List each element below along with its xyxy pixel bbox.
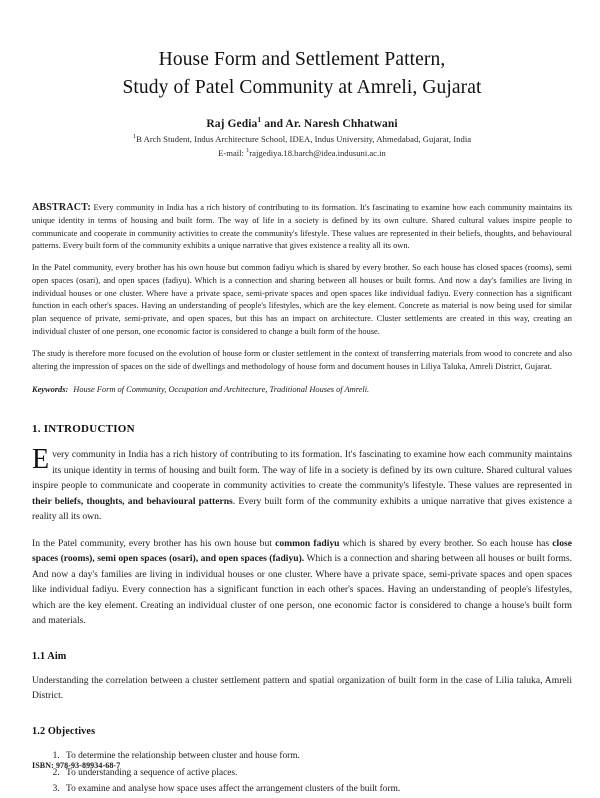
- author-list: [32, 115, 572, 130]
- abstract-section: [32, 200, 572, 397]
- keywords-label: Keywords:: [32, 385, 69, 395]
- affiliation: [32, 132, 572, 146]
- introduction-text-2a: In the Patel community, every brother has his own house but: [32, 537, 276, 549]
- email-footnote-marker: 1: [246, 146, 250, 154]
- introduction-bold-3: close spaces (rooms), semi open spaces (osari), and open spaces (fadiyu).: [32, 537, 572, 565]
- introduction-bold-2: common fadiyu: [275, 537, 340, 549]
- introduction-paragraph-1: [32, 444, 572, 525]
- section-heading-introduction: 1. INTRODUCTION: [32, 423, 135, 436]
- title-line-1: House Form and Settlement Pattern,: [158, 49, 446, 70]
- list-item: 2. To understanding a sequence of active places.: [62, 765, 572, 782]
- keywords-text: House Form of Community, Occupation and Architecture, Traditional Houses of Amreli.: [73, 385, 370, 395]
- introduction-bold-1: their beliefs, thoughts, and behavioural patterns: [32, 495, 233, 507]
- section-heading-objectives: 1.2 Objectives: [32, 725, 96, 737]
- objectives-list: [32, 748, 572, 798]
- introduction-text-1a: very community in India has a rich history of contributing to its formation. It's fascinating to examine how each community maintains its unique identity in terms of housing and built form. The way of life in a society is defined by its own culture. Shared cultural values inspire people to communicate and cooperate in community activities to create the community's lifestyle. These values are represented in: [32, 449, 572, 492]
- page-title: [32, 46, 572, 101]
- author-secondary: and Ar. Naresh Chhatwani: [261, 118, 398, 131]
- author-primary: Raj Gedia: [206, 118, 258, 131]
- keywords-line: [32, 384, 572, 397]
- introduction-text-1b: . Every built form of the community exhibits a unique narrative that gives existence a reality all its own.: [32, 495, 572, 523]
- email-address[interactable]: rajgediya.18.barch@idea.indusuni.ac.in: [249, 147, 386, 158]
- email-label: E-mail:: [218, 147, 247, 158]
- affiliation-footnote-marker: 1: [132, 133, 137, 141]
- abstract-paragraph-2: In the Patel community, every brother has his own house but common fadiyu which is shared by every brother. So each house has closed spaces (rooms), semi open spaces (osari), and open spaces (fadiyu). Which is a connection and sharing between all houses or built forms. And now a day's families are living in individual houses or one cluster. Where have a private space, semi-private spaces and open spaces like individual fadiyu. Every connection has a significant function in each other's spaces. Having an understanding of people's lifestyles, which are the key element. Concrete as material is now being used for similar plan sequence of private, semi-private, and open spaces, but this has an impact on architecture. Cluster settlements are created in this way, creating an individual cluster of one person, one economic factor is considered to change a built form of the house.: [32, 263, 572, 337]
- aim-text: Understanding the correlation between a cluster settlement pattern and spatial organization of built form in the case of Lilia taluka, Amreli District.: [32, 674, 572, 702]
- abstract-text-1: Every community in India has a rich history of contributing to its formation. It's fascinating to examine how each community maintains its unique identity in terms of housing and built form. The way of life in a society is defined by its own culture. Shared cultural values inspire people to communicate and cooperate in community activities to create the community's lifestyle. These values are represented in their beliefs, thoughts, and behavioural patterns. Every built form of the community exhibits a unique narrative that gives existence a reality all its own.: [32, 202, 572, 251]
- email-line: [32, 146, 572, 160]
- drop-cap: E: [32, 444, 50, 476]
- introduction-text-2b: which is shared by every brother. So each house has: [339, 537, 553, 549]
- abstract-paragraph-1: [32, 200, 572, 253]
- introduction-paragraph-2: [32, 536, 572, 629]
- list-item: 1. To determine the relationship between cluster and house form.: [62, 748, 572, 765]
- introduction-text-2c: Which is a connection and sharing between all houses or built forms. And now a day's families are living in individual houses or one cluster. Where have a private space, semi-private spaces and open spaces like individual fadiyu. Every connection has a significant function in each other's spaces. Having an understanding of people's lifestyles, which are the key element. Creating an individual cluster of one person, one economic factor is considered to change a house's built form and materials.: [32, 553, 572, 627]
- author-footnote-marker: 1: [257, 115, 262, 125]
- list-item: 3. To examine and analyse how space uses affect the arrangement clusters of the built form.: [62, 781, 572, 798]
- abstract-label: ABSTRACT:: [32, 201, 91, 213]
- section-heading-aim: 1.1 Aim: [32, 650, 67, 662]
- isbn-footer: ISBN: 978-93-89934-68-7: [32, 761, 121, 770]
- title-line-2: Study of Patel Community at Amreli, Gujarat: [122, 76, 482, 98]
- affiliation-text: B Arch Student, Indus Architecture School, IDEA, Indus University, Ahmedabad, Gujarat, India: [136, 134, 472, 145]
- abstract-paragraph-3: The study is therefore more focused on the evolution of house form or cluster settlement in the context of transferring materials from wood to concrete and also altering the impression of spaces on the side of dwellings and methodology of house form and document houses in Liliya Taluka, Amreli District, Gujarat.: [32, 348, 572, 371]
